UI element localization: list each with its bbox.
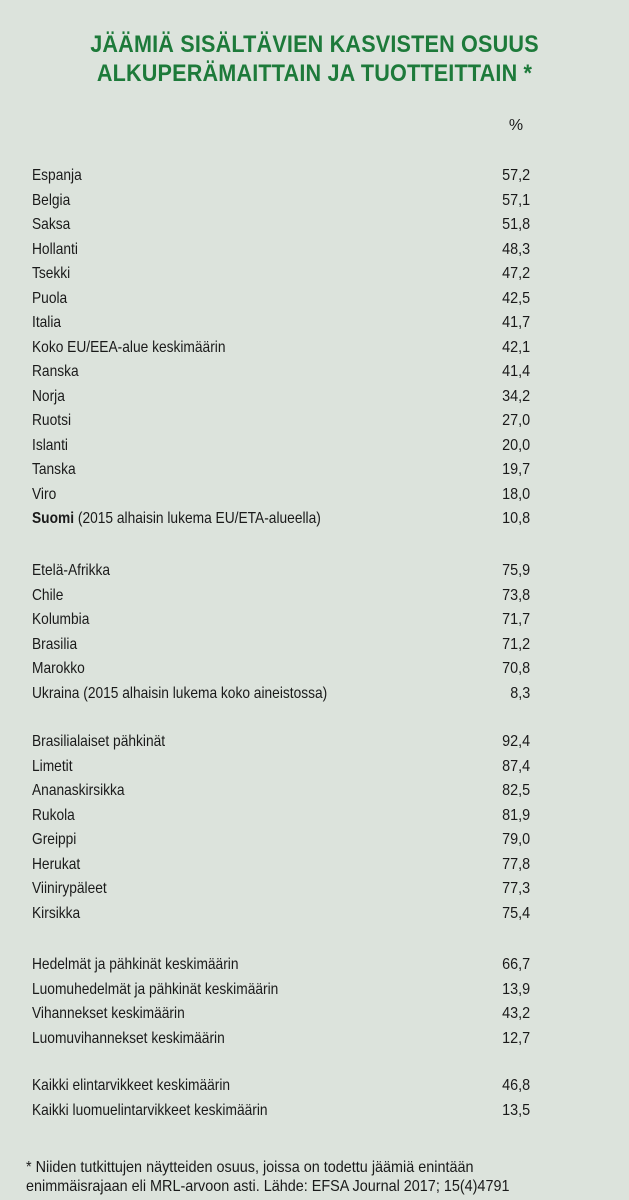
row-value: 66,7 [501, 956, 530, 973]
table-group-non-eu-countries [32, 559, 530, 706]
table-row [32, 804, 530, 829]
row-value: 70,8 [501, 660, 530, 677]
row-value: 71,2 [501, 635, 530, 653]
row-label [32, 311, 61, 336]
row-value: 41,7 [501, 314, 530, 331]
row-label-text: Belgia [32, 191, 71, 209]
title-line-1: JÄÄMIÄ SISÄLTÄVIEN KASVISTEN OSUUS [90, 31, 539, 58]
table-row [32, 409, 530, 434]
row-value: 13,9 [501, 980, 530, 998]
row-label [32, 189, 70, 214]
row-value: 27,0 [501, 412, 530, 429]
row-value: 43,2 [501, 1005, 530, 1022]
row-label [32, 633, 77, 658]
row-value: 75,4 [501, 904, 530, 922]
row-label [32, 1099, 268, 1124]
row-label-text: Koko EU/EEA-alue keskimäärin [32, 338, 226, 356]
row-value: 75,9 [501, 562, 530, 579]
table-row [32, 755, 530, 780]
row-value: 87,4 [501, 757, 530, 775]
row-label [32, 262, 70, 287]
table-row [32, 164, 530, 189]
row-label-text: Limetit [32, 757, 73, 775]
row-label [32, 164, 82, 189]
table-row [32, 262, 530, 287]
title-line-2: ALKUPERÄMAITTAIN JA TUOTTEITTAIN * [96, 60, 533, 87]
row-label-text: Etelä-Afrikka [32, 562, 111, 579]
table-group-eu-countries [32, 164, 530, 532]
row-label-text: Saksa [32, 216, 71, 233]
row-label-text: Ranska [32, 363, 79, 380]
row-label-text: Greippi [32, 831, 77, 848]
row-label-text: Espanja [32, 167, 82, 184]
table-row [32, 608, 530, 633]
row-label-text: Norja [32, 387, 65, 405]
table-row [32, 657, 530, 682]
row-value: 12,7 [501, 1029, 530, 1047]
row-label [32, 287, 67, 312]
page-title [31, 30, 597, 88]
table-row [32, 336, 530, 361]
table-row [32, 360, 530, 385]
row-label-text: Hollanti [32, 240, 78, 258]
table-row [32, 902, 530, 927]
footnote-line-2: enimmäisrajaan eli MRL-arvoon asti. Lähde: EFSA Journal 2017; 15(4)4791 [26, 1178, 510, 1195]
row-label [32, 755, 73, 780]
row-label-text: Brasilialaiset pähkinät [32, 733, 166, 750]
row-value: 46,8 [501, 1077, 530, 1094]
table-row [32, 483, 530, 508]
row-label-text: Luomuhedelmät ja pähkinät keskimäärin [32, 980, 279, 998]
row-value: 73,8 [501, 586, 530, 604]
row-label-text: Puola [32, 289, 68, 307]
row-label [32, 877, 107, 902]
table-row [32, 877, 530, 902]
table-row [32, 682, 530, 707]
row-value: 20,0 [501, 436, 530, 454]
row-label-text: Viinirypäleet [32, 880, 107, 897]
table-row [32, 287, 530, 312]
row-label-text: Luomuvihannekset keskimäärin [32, 1029, 225, 1047]
row-label [32, 853, 80, 878]
row-label-text: Herukat [32, 855, 81, 873]
row-value: 51,8 [501, 216, 530, 233]
row-label [32, 434, 68, 459]
row-label-text: Vihannekset keskimäärin [32, 1005, 185, 1022]
row-value: 48,3 [501, 240, 530, 258]
row-value: 71,7 [501, 611, 530, 628]
table-row [32, 584, 530, 609]
row-value: 82,5 [501, 782, 530, 799]
row-value: 18,0 [501, 485, 530, 503]
table-row [32, 385, 530, 410]
table-group-all-food-averages [32, 1074, 530, 1123]
row-value: 41,4 [501, 363, 530, 380]
row-label [32, 559, 110, 584]
table-group-products [32, 730, 530, 926]
row-label-bold: Suomi [32, 510, 75, 527]
row-label-text: Tsekki [32, 265, 71, 282]
row-label-text: Kolumbia [32, 611, 90, 628]
table-row [32, 1002, 530, 1027]
table-row [32, 458, 530, 483]
row-label [32, 978, 278, 1003]
row-label [32, 1027, 225, 1052]
table-row [32, 978, 530, 1003]
table-group-category-averages [32, 953, 530, 1051]
footnote [26, 1158, 602, 1196]
row-value: 47,2 [501, 265, 530, 282]
percent-column-header: % [508, 117, 524, 134]
row-label-text: Tanska [32, 461, 76, 478]
row-label [32, 238, 78, 263]
footnote-line-1: * Niiden tutkittujen näytteiden osuus, joissa on todettu jäämiä enintään [26, 1159, 474, 1176]
row-value: 77,8 [501, 855, 530, 873]
row-label [32, 360, 79, 385]
row-label-text: Kirsikka [32, 904, 81, 922]
row-label [32, 1002, 185, 1027]
row-label [32, 213, 70, 238]
row-value: 34,2 [501, 387, 530, 405]
row-value: 10,8 [501, 510, 530, 527]
table-row [32, 1074, 530, 1099]
row-value: 19,7 [501, 461, 530, 478]
row-label [32, 682, 327, 707]
row-value: 57,1 [501, 191, 530, 209]
row-value: 77,3 [501, 880, 530, 897]
row-label [32, 483, 56, 508]
row-value: 92,4 [501, 733, 530, 750]
row-label-text: Ananaskirsikka [32, 782, 125, 799]
row-value: 79,0 [501, 831, 530, 848]
table-row [32, 1027, 530, 1052]
row-label-text: Rukola [32, 806, 75, 824]
row-label [32, 902, 80, 927]
table-row [32, 189, 530, 214]
row-label [32, 804, 75, 829]
table-row [32, 633, 530, 658]
row-label [32, 657, 85, 682]
row-label-text: Kaikki luomuelintarvikkeet keskimäärin [32, 1101, 268, 1119]
row-label [32, 953, 239, 978]
row-value: 8,3 [509, 684, 530, 702]
table-row [32, 238, 530, 263]
table-row [32, 828, 530, 853]
table-row [32, 1099, 530, 1124]
table-row [32, 559, 530, 584]
row-label-text: Viro [32, 485, 57, 503]
row-label [32, 409, 71, 434]
row-label-text: Islanti [32, 436, 68, 454]
row-label-text: Brasilia [32, 635, 78, 653]
row-label [32, 385, 65, 410]
table-row [32, 213, 530, 238]
row-label [32, 608, 89, 633]
row-label-text: Hedelmät ja pähkinät keskimäärin [32, 956, 239, 973]
row-label-text: Ruotsi [32, 412, 72, 429]
row-label [32, 730, 165, 755]
table-row [32, 953, 530, 978]
table-row [32, 311, 530, 336]
row-label-text: (2015 alhaisin lukema EU/ETA-alueella) [74, 510, 321, 527]
table-row [32, 730, 530, 755]
row-label [32, 584, 63, 609]
row-label [32, 1074, 230, 1099]
row-label [32, 458, 76, 483]
table-row [32, 507, 530, 532]
row-value: 81,9 [501, 806, 530, 824]
table-row [32, 779, 530, 804]
row-label-text: Chile [32, 586, 64, 604]
row-label [32, 507, 321, 532]
table-row [32, 434, 530, 459]
row-label-text: Kaikki elintarvikkeet keskimäärin [32, 1077, 231, 1094]
row-value: 42,5 [501, 289, 530, 307]
row-label-text: Ukraina (2015 alhaisin lukema koko aineistossa) [32, 684, 328, 702]
row-label [32, 336, 225, 361]
table-row [32, 853, 530, 878]
row-label [32, 779, 125, 804]
row-value: 13,5 [501, 1101, 530, 1119]
row-label-text: Italia [32, 314, 62, 331]
row-label-text: Marokko [32, 660, 85, 677]
row-value: 42,1 [501, 338, 530, 356]
row-label [32, 828, 76, 853]
row-value: 57,2 [501, 167, 530, 184]
